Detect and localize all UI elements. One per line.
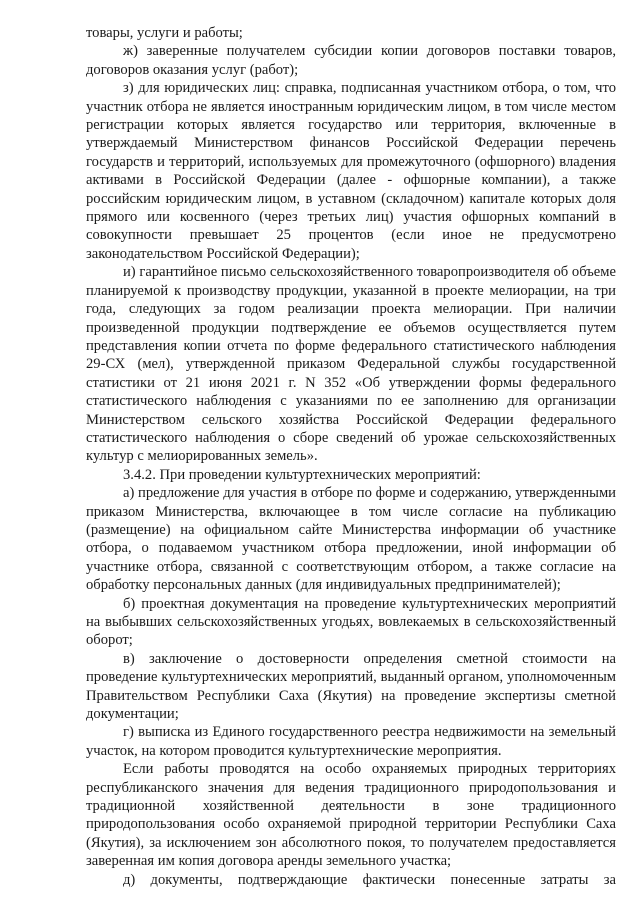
paragraph-item-v: в) заключение о достоверности определения сметной стоимости на проведение культуртехнических мероприятий, выданный органом, уполномоченным Правительством Республики Саха (Якутия) на проведение экспертизы сметной документации;	[86, 650, 616, 723]
paragraph-item-a: а) предложение для участия в отборе по форме и содержанию, утвержденными приказом Министерства, включающее в том числе согласие на публикацию (размещение) на официальном сайте Министерства информации об участнике отбора, о подаваемом участником отбора предложении, иной информации об участнике отбора, связанной с соответствующим отбором, а также согласие на обработку персональных данных (для индивидуальных предпринимателей);	[86, 485, 616, 594]
paragraph-continuation: товары, услуги и работы;	[86, 25, 243, 41]
paragraph-item-zh: ж) заверенные получателем субсидии копии договоров поставки товаров, договоров оказания услуг (работ);	[86, 43, 616, 78]
section-heading-3-4-2: 3.4.2. При проведении культуртехнических мероприятий:	[123, 466, 481, 483]
paragraph-item-g: г) выписка из Единого государственного реестра недвижимости на земельный участок, на котором проводится культуртехнические мероприятия.	[86, 724, 616, 759]
paragraph-item-b: б) проектная документация на проведение культуртехнических мероприятий на выбывших сельскохозяйственных угодьях, вовлекаемых в сельскохозяйственный оборот;	[86, 595, 616, 649]
paragraph-item-d: д) документы, подтверждающие фактически понесенные затраты за	[123, 871, 616, 888]
paragraph-item-z: з) для юридических лиц: справка, подписанная участником отбора, о том, что участник отбора не является иностранным юридическим лицом, в том числе местом регистрации которых является государство или территория, включенные в утверждаемый Министерством финансов Российской Федерации перечень государств и территорий, используемых для промежуточного (офшорного) владения активами в Российской Федерации (далее - офшорные компании), а также российским юридическим лицом, в уставном (складочном) капитале которых доля прямого или косвенного (через третьих лиц) участия офшорных компаний в совокупности превышает 25 процентов (если иное не предусмотрено законодательством Российской Федерации);	[86, 80, 616, 262]
document-body	[86, 24, 616, 889]
paragraph-item-i: и) гарантийное письмо сельскохозяйственного товаропроизводителя об объеме планируемой к производству продукции, указанной в проекте мелиорации, на три года, следующих за годом реализации проекта мелиорации. При наличии произведенной продукции подтверждение ее объемов осуществляется путем представления копии отчета по форме федерального статистического наблюдения 29-СХ (мел), утвержденной приказом Федеральной службы государственной статистики от 21 июня 2021 г. N 352 «Об утверждении формы федерального статистического наблюдения с указаниями по ее заполнению для организации Министерством сельского хозяйства Российской Федерации федерального статистического наблюдения о сборе сведений об урожае сельскохозяйственных культур с мелиорированных земель».	[86, 264, 616, 465]
paragraph-protected-territories: Если работы проводятся на особо охраняемых природных территориях республиканского значения для ведения традиционного природопользования и традиционной хозяйственной деятельности в зоне традиционного природопользования особо охраняемой природной территории Республики Саха (Якутия), за исключением зон абсолютного покоя, то получателем предоставляется заверенная им копия договора аренды земельного участка;	[86, 761, 616, 870]
